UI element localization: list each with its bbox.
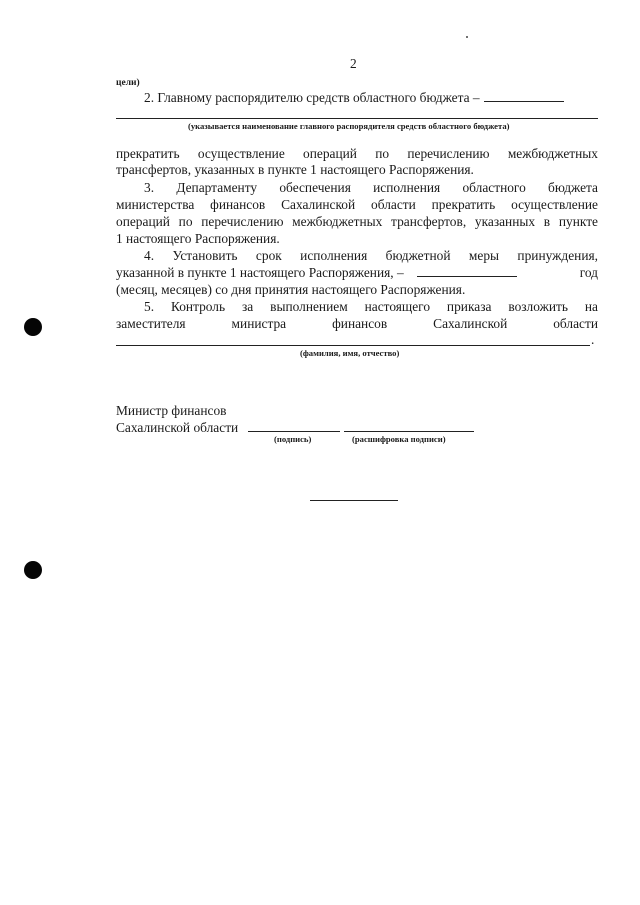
signature-title-line-2: Сахалинской области xyxy=(116,420,239,435)
item-2-heading xyxy=(144,90,564,106)
signature-decoding-line xyxy=(344,431,474,432)
signature-caption: (подпись) xyxy=(274,434,312,444)
item-3-line-1: 3. Департаменту обеспечения исполнения областного бюджета xyxy=(144,180,598,195)
item-2-line-2: трансфертов, указанных в пункте 1 настоящего Распоряжения. xyxy=(116,162,474,177)
signature-decoding-caption: (расшифровка подписи) xyxy=(352,434,446,444)
item-3-line-2: министерства финансов Сахалинской области прекратить осуществление xyxy=(116,197,598,212)
item-3-line-4: 1 настоящего Распоряжения. xyxy=(116,231,280,246)
item-4-line-2-text: указанной в пункте 1 настоящего Распоряжения, – xyxy=(116,265,404,280)
item-2-underline xyxy=(116,118,598,119)
item-4-line-2 xyxy=(116,265,598,281)
item-4-line-3: (месяц, месяцев) со дня принятия настоящего Распоряжения. xyxy=(116,282,466,297)
item-2-caption: (указывается наименование главного распорядителя средств областного бюджета) xyxy=(188,121,510,131)
item-4-year-word: год xyxy=(579,265,598,280)
item-2-text: 2. Главному распорядителю средств областного бюджета – xyxy=(144,90,480,105)
punch-hole-bottom xyxy=(24,561,42,579)
punch-hole-top xyxy=(24,318,42,336)
item-4-term-blank xyxy=(417,265,517,277)
scan-speck xyxy=(466,36,468,38)
previous-page-fragment: цели) xyxy=(116,78,140,88)
signature-line xyxy=(248,431,340,432)
page-number: 2 xyxy=(350,56,357,71)
item-5-underline xyxy=(116,345,590,346)
item-3-line-3: операций по перечислению межбюджетных трансфертов, указанных в пункте xyxy=(116,214,598,229)
item-2-line-1: прекратить осуществление операций по перечислению межбюджетных xyxy=(116,146,598,161)
item-5-line-2: заместителя министра финансов Сахалинской области xyxy=(116,316,598,331)
item-5-period: . xyxy=(591,332,595,347)
item-2-blank xyxy=(484,90,564,102)
item-5-line-1: 5. Контроль за выполнением настоящего приказа возложить на xyxy=(144,299,598,314)
item-4-line-1: 4. Установить срок исполнения бюджетной меры принуждения, xyxy=(144,248,598,263)
end-separator xyxy=(310,500,398,501)
item-5-caption: (фамилия, имя, отчество) xyxy=(300,348,400,358)
signature-title-line-1: Министр финансов xyxy=(116,403,227,418)
